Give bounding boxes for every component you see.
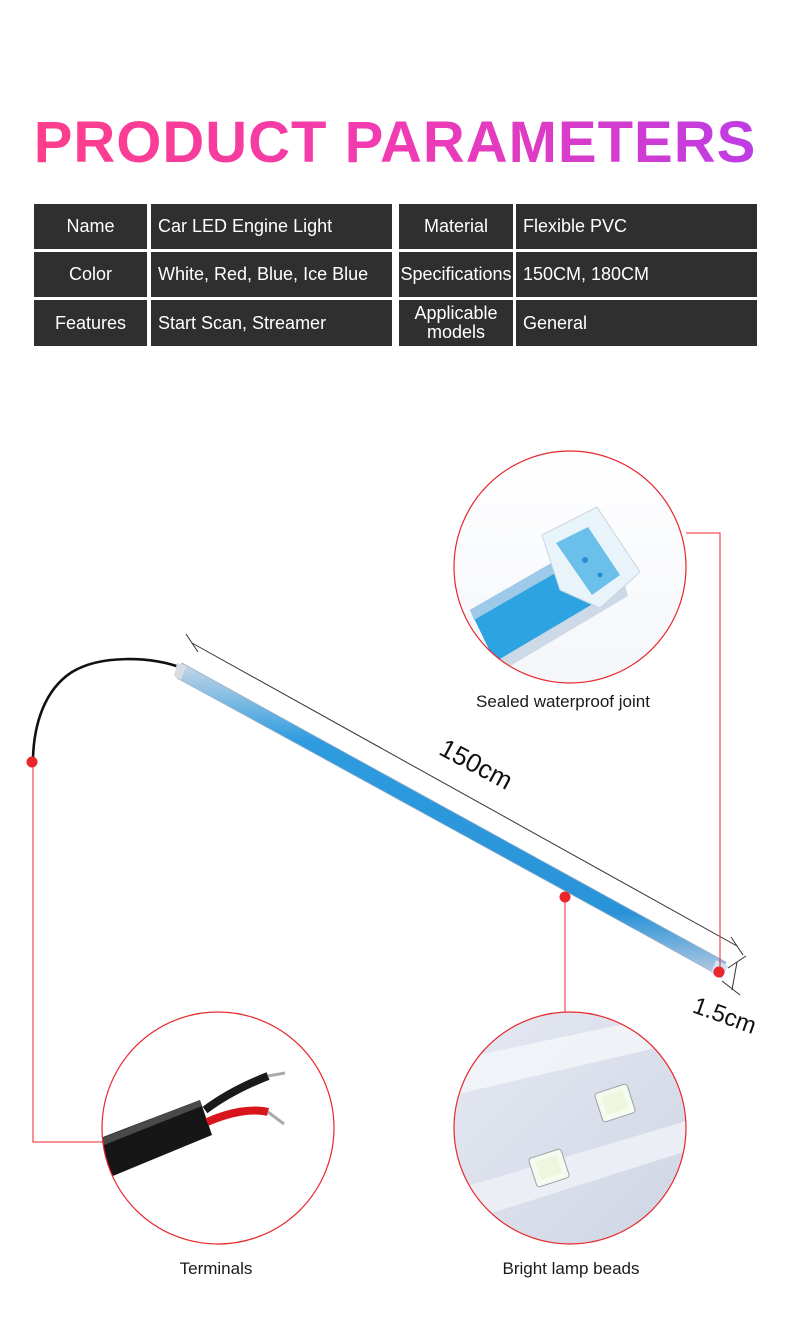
terminals-caption: Terminals — [179, 1259, 253, 1278]
joint-marker-dot — [714, 967, 725, 978]
beads-marker-dot — [560, 892, 571, 903]
features-label: Features — [34, 300, 147, 346]
length-dimension — [186, 634, 743, 955]
features-value: Start Scan, Streamer — [151, 300, 392, 346]
beads-detail-circle — [454, 1010, 690, 1244]
beads-caption: Bright lamp beads — [502, 1259, 640, 1278]
terminals-detail-circle — [95, 1012, 334, 1244]
material-label: Material — [399, 204, 513, 249]
page-title: PRODUCT PARAMETERS — [0, 108, 790, 178]
applicable-models-label: Applicable models — [399, 300, 513, 346]
joint-caption: Sealed waterproof joint — [476, 692, 650, 711]
width-label: 1.5cm — [689, 992, 760, 1040]
wire — [33, 659, 182, 758]
material-value: Flexible PVC — [516, 204, 757, 249]
joint-detail-circle — [454, 451, 686, 683]
name-label: Name — [34, 204, 147, 249]
specifications-label: Specifications — [399, 252, 513, 297]
terminal-marker-dot — [27, 757, 38, 768]
specifications-value: 150CM, 180CM — [516, 252, 757, 297]
color-label: Color — [34, 252, 147, 297]
applicable-models-value: General — [516, 300, 757, 346]
length-label: 150cm — [434, 732, 518, 796]
color-value: White, Red, Blue, Ice Blue — [151, 252, 392, 297]
name-value: Car LED Engine Light — [151, 204, 392, 249]
